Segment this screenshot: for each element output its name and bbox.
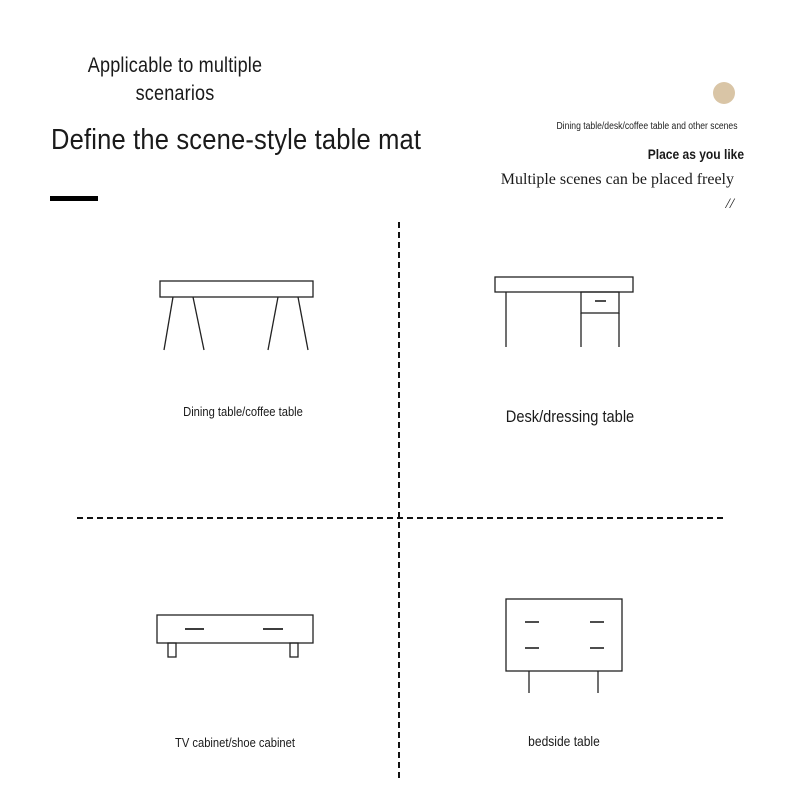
desk-icon [490,272,640,352]
subtitle-line-2: scenarios [135,82,215,105]
tv-cabinet-icon [152,610,318,662]
scene-label-desk: Desk/dressing table [505,407,635,426]
scenes-note: Dining table/desk/coffee table and other scenes [556,121,738,132]
page-title: Define the scene-style table mat [51,124,422,156]
bedside-table-icon [500,594,630,696]
scene-label-bedside: bedside table [528,733,600,749]
slashes-mark: // [725,196,734,212]
dining-table-icon [155,276,320,356]
subtitle-line-1: Applicable to multiple [87,54,263,77]
scene-label-tv-cabinet: TV cabinet/shoe cabinet [175,735,295,750]
place-description: Multiple scenes can be placed freely [500,171,734,188]
scene-label-dining: Dining table/coffee table [183,404,303,419]
place-heading: Place as you like [647,146,744,162]
